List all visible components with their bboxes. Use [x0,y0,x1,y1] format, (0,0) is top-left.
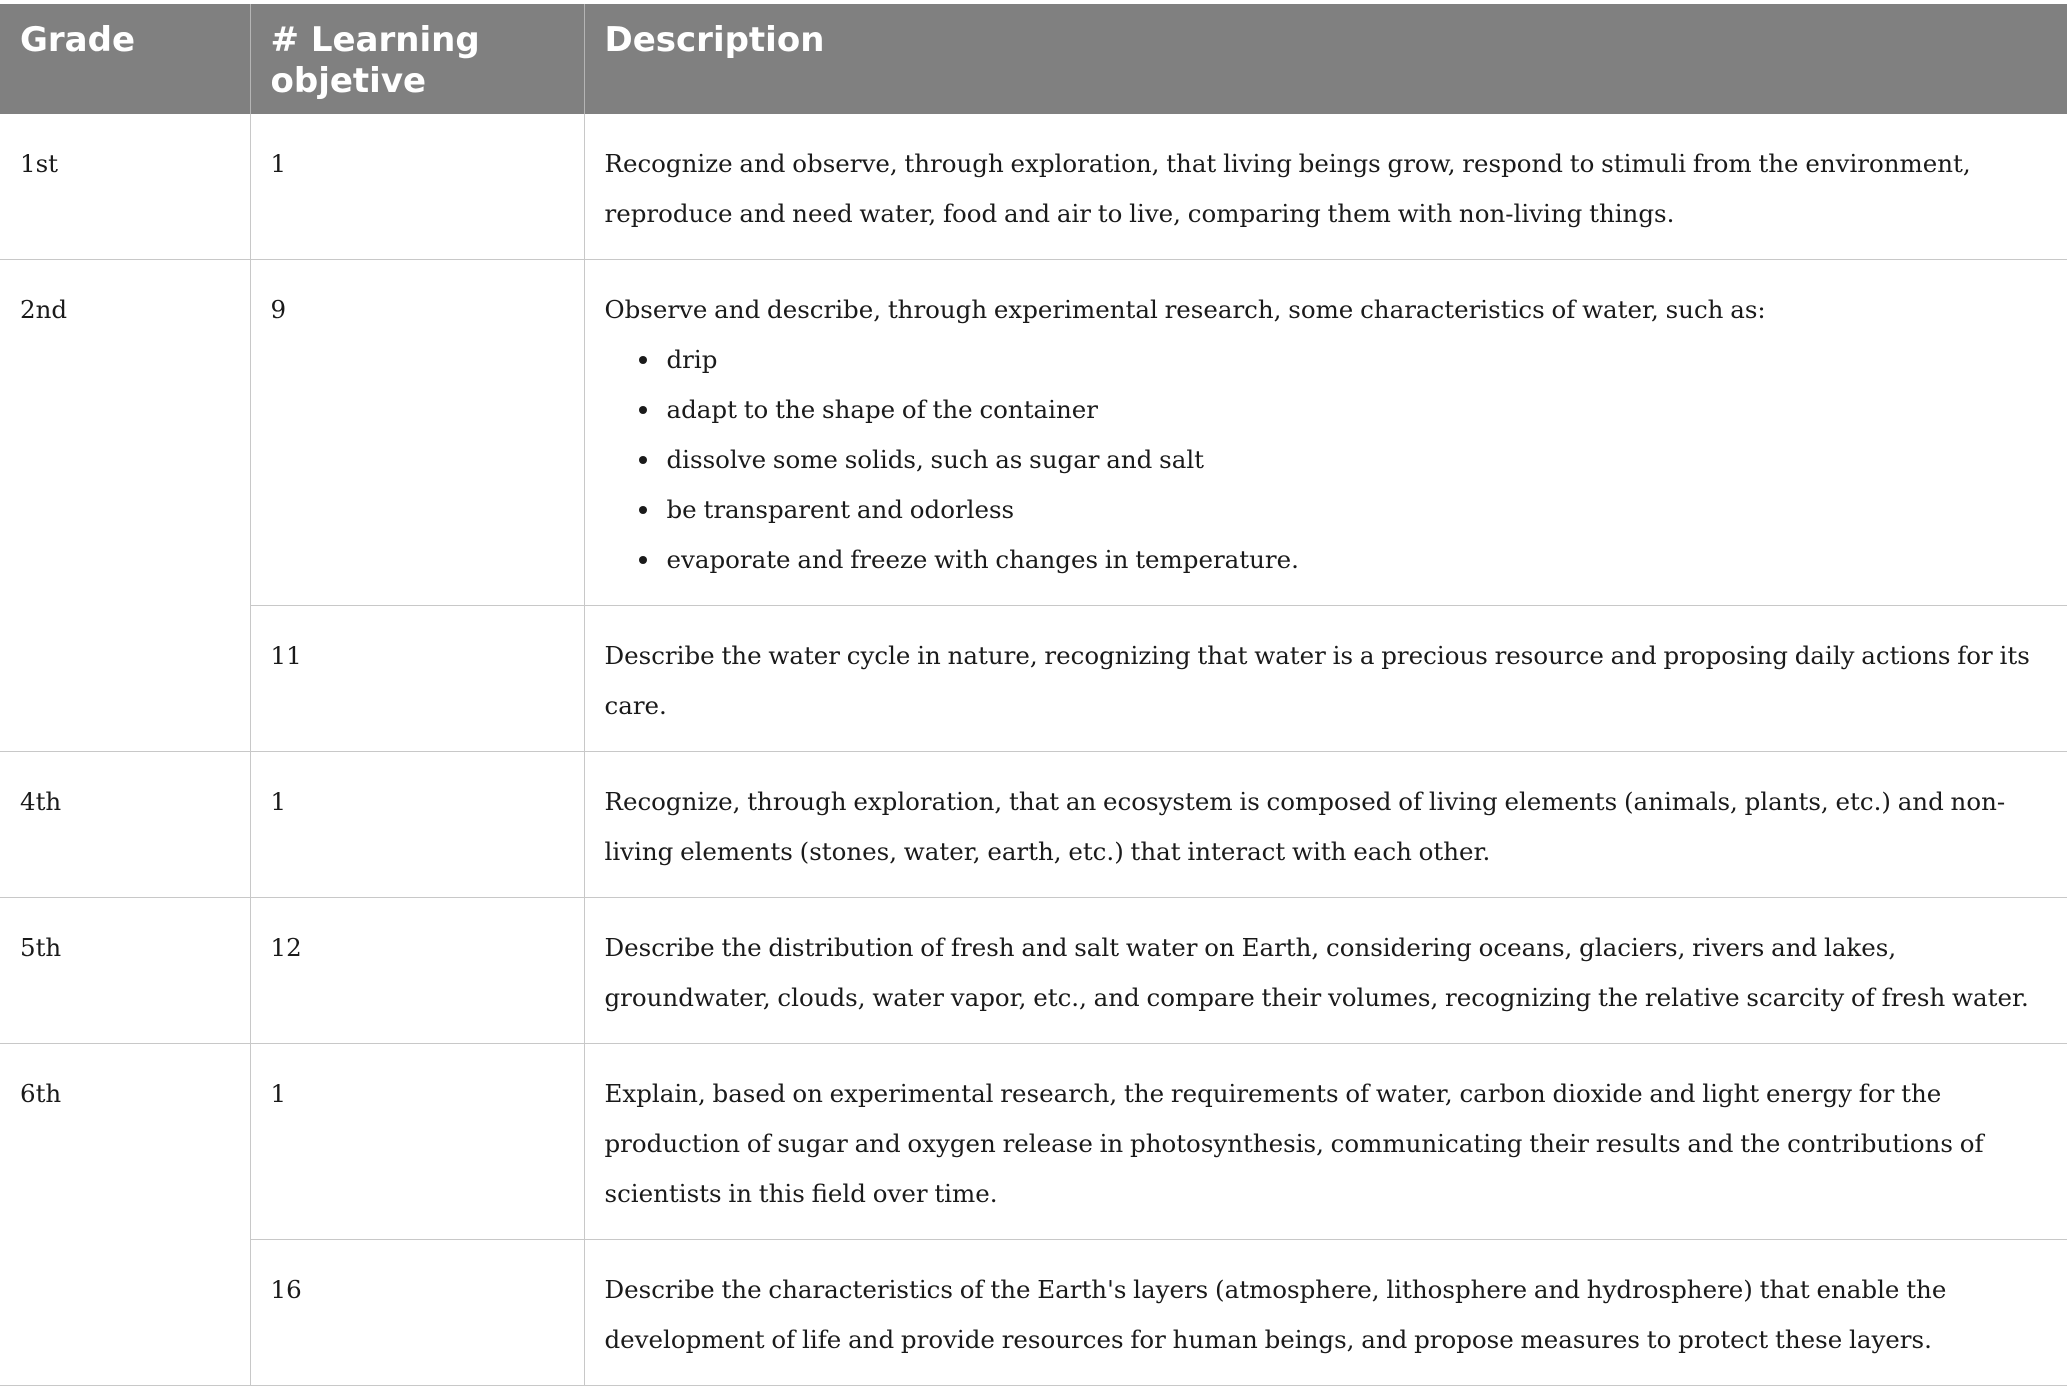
description-cell: Explain, based on experimental research, the requirements of water, carbon dioxide and light energy for the production of sugar and oxygen release in photosynthesis, communicating their results and the contributions of scientists in this field over time. [584,1044,2067,1240]
grade-cell: 6th [0,1044,250,1386]
grade-cell: 2nd [0,260,250,752]
grade-cell: 1st [0,114,250,260]
header-grade: Grade [0,4,250,114]
list-item: be transparent and odorless [605,485,2050,535]
objective-cell: 9 [250,260,584,606]
objective-cell: 1 [250,1044,584,1240]
table-row [0,260,2067,606]
objective-cell: 11 [250,606,584,752]
list-item: dissolve some solids, such as sugar and salt [605,435,2050,485]
table-row [0,1044,2067,1240]
list-item: evaporate and freeze with changes in temperature. [605,535,2050,585]
list-item: drip [605,335,2050,385]
header-learning-objective: # Learning objetive [250,4,584,114]
description-cell: Describe the distribution of fresh and salt water on Earth, considering oceans, glaciers, rivers and lakes, groundwater, clouds, water vapor, etc., and compare their volumes, recognizing the relative scarcity of fresh water. [584,898,2067,1044]
table-row [0,1240,2067,1386]
objective-cell: 1 [250,752,584,898]
table-row [0,114,2067,260]
header-row [0,4,2067,114]
header-description: Description [584,4,2067,114]
grade-cell: 4th [0,752,250,898]
table-row [0,606,2067,752]
description-cell [584,260,2067,606]
learning-objectives-table [0,4,2067,1386]
characteristics-list [605,335,2050,585]
objective-cell: 1 [250,114,584,260]
table-row [0,752,2067,898]
description-cell: Recognize, through exploration, that an ecosystem is composed of living elements (animals, plants, etc.) and non-living elements (stones, water, earth, etc.) that interact with each other. [584,752,2067,898]
description-intro: Observe and describe, through experimental research, some characteristics of water, such as: [604,295,1766,324]
grade-cell: 5th [0,898,250,1044]
description-cell: Describe the characteristics of the Earth's layers (atmosphere, lithosphere and hydrosphere) that enable the development of life and provide resources for human beings, and propose measures to protect these layers. [584,1240,2067,1386]
objective-cell: 16 [250,1240,584,1386]
description-cell: Recognize and observe, through exploration, that living beings grow, respond to stimuli from the environment, reproduce and need water, food and air to live, comparing them with non-living things. [584,114,2067,260]
table-row [0,898,2067,1044]
description-cell: Describe the water cycle in nature, recognizing that water is a precious resource and proposing daily actions for its care. [584,606,2067,752]
objective-cell: 12 [250,898,584,1044]
list-item: adapt to the shape of the container [605,385,2050,435]
